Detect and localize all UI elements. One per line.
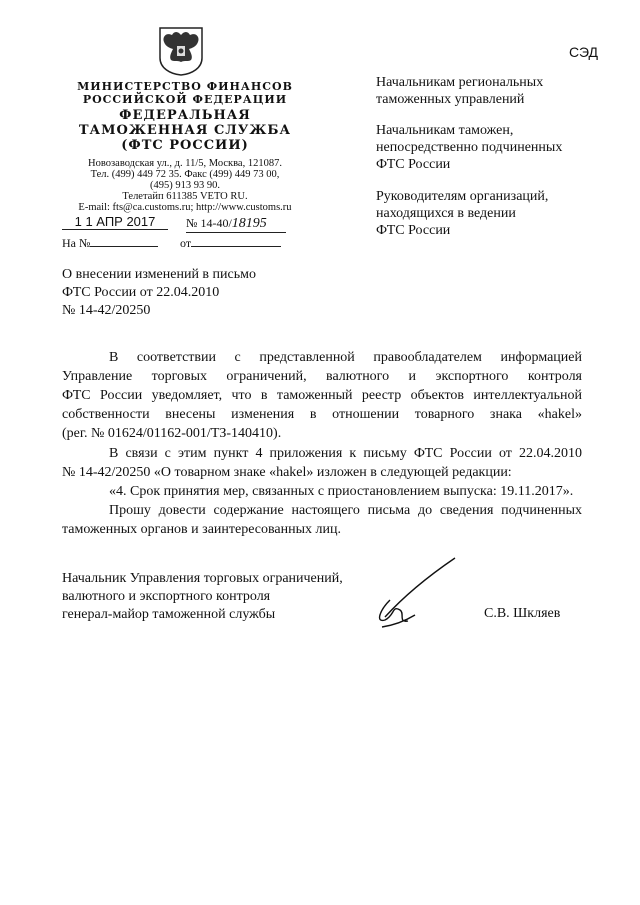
from-label: от [180, 236, 192, 250]
body-line: собственности внесены изменения в отношении товарного знака «hakel» [62, 407, 582, 422]
ministry-line: РОССИЙСКОЙ ФЕДЕРАЦИИ [82, 93, 288, 106]
recipient-block [376, 74, 543, 108]
date-field [62, 214, 168, 230]
recipient-block [376, 188, 548, 239]
signatory-name: С.В. Шкляев [484, 606, 561, 621]
address-line: Телетайп 611385 VETO RU. [122, 191, 248, 202]
recipient-line: Руководителям организаций, [376, 189, 549, 204]
position-line: Начальник Управления торговых ограничений, [62, 571, 343, 586]
address-line: Тел. (499) 449 72 35. Факс (499) 449 73 00, [90, 169, 280, 180]
body-line: № 14-42/20250 «О товарном знаке «hakel» изложен в следующей редакции: [62, 465, 512, 480]
body-line: «4. Срок принятия мер, связанных с приостановлением выпуска: 19.11.2017». [109, 484, 574, 499]
address-line: (495) 913 93 90. [150, 180, 220, 191]
recipient-line: Начальникам региональных [376, 75, 544, 90]
body-line: (рег. № 01624/01162-001/ТЗ-140410). [62, 426, 282, 441]
ref-label: На № [62, 236, 91, 250]
number-prefix: № 14-40/ [186, 216, 232, 230]
address-line: Новозаводская ул., д. 11/5, Москва, 121087. [88, 158, 282, 169]
recipient-line: ФТС России [376, 157, 451, 172]
coat-of-arms-icon [157, 26, 205, 76]
recipient-line: находящихся в ведении [376, 206, 516, 221]
recipient-line: Начальникам таможен, [376, 123, 514, 138]
service-line: ТАМОЖЕННАЯ СЛУЖБА [78, 123, 292, 138]
number-handwritten: 18195 [231, 216, 267, 231]
ministry-line: МИНИСТЕРСТВО ФИНАНСОВ [77, 80, 293, 93]
sed-marking: СЭД [569, 44, 599, 60]
body-line: ФТС России уведомляет, что в таможенный реестр объектов интеллектуальной [62, 388, 582, 403]
reference-field [62, 236, 158, 251]
body-line: Управление торговых ограничений, валютного и экспортного контроля [62, 369, 582, 384]
subject [62, 266, 256, 320]
body-line: таможенных органов и заинтересованных лиц. [62, 522, 341, 537]
recipient-line: непосредственно подчиненных [376, 140, 563, 155]
service-line: (ФТС РОССИИ) [121, 138, 249, 153]
from-field [180, 236, 281, 251]
subject-line: О внесении изменений в письмо [62, 267, 256, 282]
subject-line: № 14-42/20250 [62, 303, 151, 318]
date-stamp: 1 1 АПР 2017 [74, 214, 156, 229]
service-line: ФЕДЕРАЛЬНАЯ [119, 108, 251, 123]
outgoing-number [186, 216, 286, 233]
recipient-line: таможенных управлений [376, 92, 525, 107]
body-line: В связи с этим пункт 4 приложения к письму ФТС России от 22.04.2010 [109, 446, 582, 461]
handwritten-signature [370, 555, 460, 635]
body-line: В соответствии с представленной правообладателем информацией [109, 350, 582, 365]
signature-position [62, 570, 343, 624]
subject-line: ФТС России от 22.04.2010 [62, 285, 220, 300]
address-line: E-mail: fts@ca.customs.ru; http://www.customs.ru [78, 202, 292, 213]
recipient-line: ФТС России [376, 223, 451, 238]
position-line: валютного и экспортного контроля [62, 589, 271, 604]
body-line: Прошу довести содержание настоящего письма до сведения подчиненных [109, 503, 582, 518]
position-line: генерал-майор таможенной службы [62, 607, 276, 622]
recipient-block [376, 122, 562, 173]
